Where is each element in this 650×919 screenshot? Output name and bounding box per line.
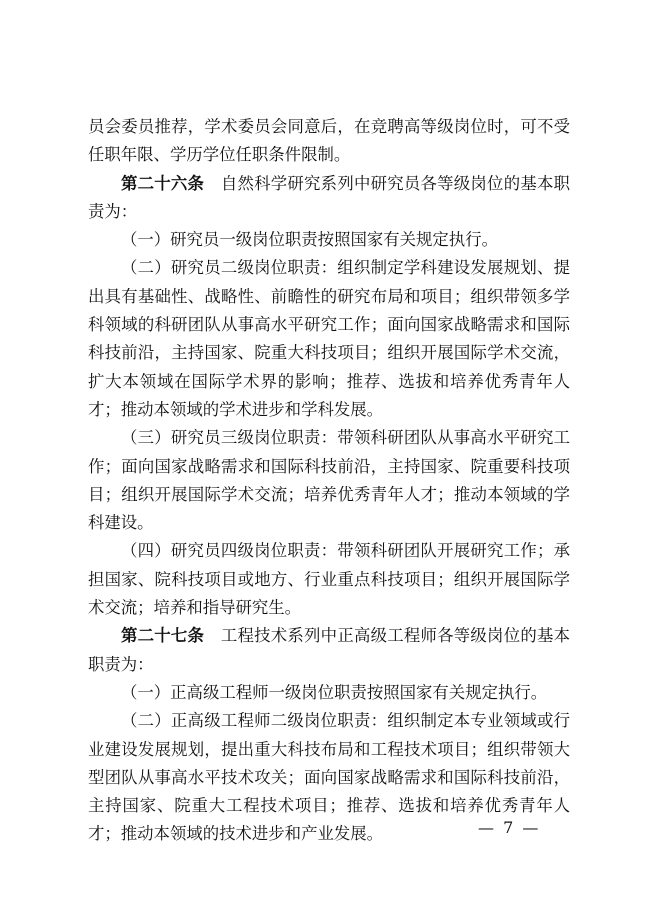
paragraph-text: （一）正高级工程师一级岗位职责按照国家有关规定执行。: [121, 682, 548, 702]
paragraph: [88, 424, 570, 537]
article-heading: 第二十七条: [121, 626, 205, 646]
document-body: [88, 113, 570, 849]
page-number: — 7 —: [478, 818, 541, 837]
paragraph: [88, 622, 570, 679]
paragraph-text: （二）正高级工程师二级岗位职责：组织制定本专业领域或行业建设发展规划，提出重大科技布局和工程技术项目；组织带领大型团队从事高水平技术攻关；面向国家战略需求和国际科技前沿，主持国家、院重大工程技术项目；推荐、选拔和培养优秀青年人才；推动本领域的技术进步和产业发展。: [88, 711, 570, 844]
paragraph-text: 员会委员推荐，学术委员会同意后，在竞聘高等级岗位时，可不受任职年限、学历学位任职条件限制。: [88, 117, 570, 165]
paragraph: [88, 113, 570, 170]
paragraph-text: （四）研究员四级岗位职责：带领科研团队开展研究工作；承担国家、院科技项目或地方、行业重点科技项目；组织开展国际学术交流；培养和指导研究生。: [88, 541, 570, 618]
paragraph-text: （一）研究员一级岗位职责按照国家有关规定执行。: [121, 230, 498, 250]
paragraph: [88, 170, 570, 227]
paragraph: [88, 254, 570, 424]
paragraph-text: （二）研究员二级岗位职责：组织制定学科建设发展规划、提出具有基础性、战略性、前瞻性的研究布局和项目；组织带领多学科领域的科研团队从事高水平研究工作；面向国家战略需求和国际科技前沿，主持国家、院重大科技项目；组织开展国际学术交流，扩大本领域在国际学术界的影响；推荐、选拔和培养优秀青年人才；推动本领域的学术进步和学科发展。: [88, 258, 570, 419]
paragraph-text: （三）研究员三级岗位职责：带领科研团队从事高水平研究工作；面向国家战略需求和国际科技前沿，主持国家、院重要科技项目；组织开展国际学术交流；培养优秀青年人才；推动本领域的学科建设。: [88, 428, 570, 533]
paragraph: [88, 226, 570, 254]
paragraph-text: 自然科学研究系列中研究员各等级岗位的基本职责为：: [88, 173, 571, 221]
paragraph-text: 工程技术系列中正高级工程师各等级岗位的基本职责为：: [88, 626, 571, 674]
article-heading: 第二十六条: [121, 173, 205, 193]
paragraph: [88, 679, 570, 707]
paragraph: [88, 537, 570, 622]
